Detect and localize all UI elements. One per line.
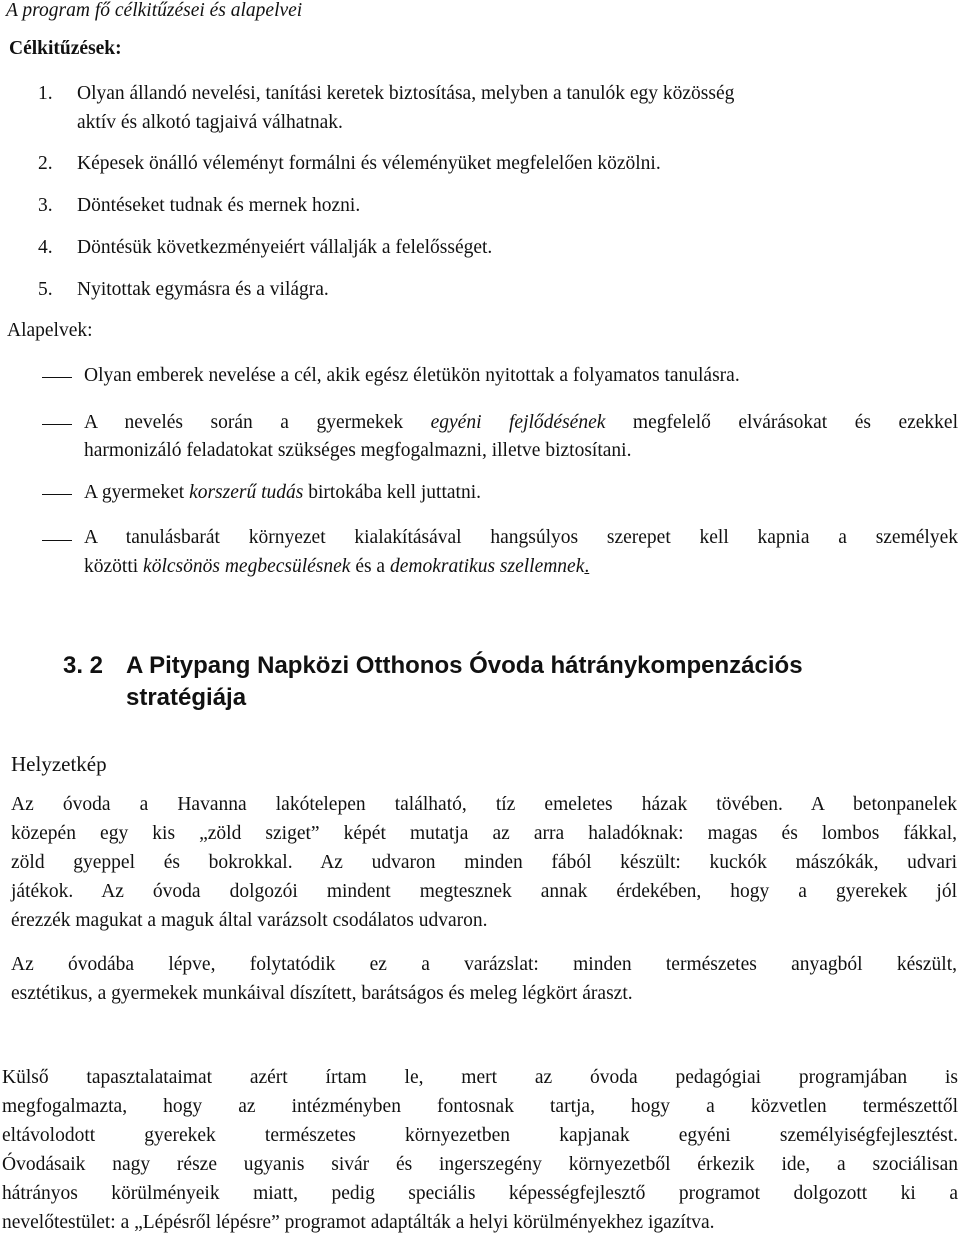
goal-text: aktív és alkotó tagjaivá válhatnak. xyxy=(77,112,343,133)
paragraph-line: közepén egy kis „zöld sziget” képét mutatja az arra haladóknak: magas és lombos fákkal, xyxy=(11,823,957,844)
section-number: 3. 2 xyxy=(63,652,104,679)
dash-bullet xyxy=(42,424,72,425)
goal-number: 5. xyxy=(38,279,53,300)
paragraph-line: eltávolodott gyerekek természetes környezetben kapjanak egyéni személyiségfejlesztést. xyxy=(2,1125,958,1146)
goal-text: Képesek önálló véleményt formálni és véleményüket megfelelően közölni. xyxy=(77,153,661,174)
principles-heading: Alapelvek: xyxy=(7,320,93,341)
paragraph-line: esztétikus, a gyermekek munkáival díszített, barátságos és meleg légkört áraszt. xyxy=(11,983,633,1004)
page-title: A program fő célkitűzései és alapelvei xyxy=(6,0,303,21)
dash-bullet xyxy=(42,494,72,495)
principle-text: Olyan emberek nevelése a cél, akik egész életükön nyitottak a folyamatos tanulásra. xyxy=(84,365,740,386)
paragraph-line: zöld gyeppel és bokrokkal. Az udvaron minden fából készült: kuckók mászókák, udvari xyxy=(11,852,957,873)
goal-number: 3. xyxy=(38,195,53,216)
dash-bullet xyxy=(42,540,72,541)
principle-text: A nevelés során a gyermekek egyéni fejlődésének megfelelő elvárásokat és ezekkel xyxy=(84,412,959,433)
paragraph-line: játékok. Az óvoda dolgozói mindent megtesznek annak érdekében, hogy a gyerekek jól xyxy=(11,881,957,902)
goal-text: Olyan állandó nevelési, tanítási keretek biztosítása, melyben a tanulók egy közösség xyxy=(77,83,735,104)
paragraph-line: hátrányos körülményeik miatt, pedig speciális képességfejlesztő programot dolgozott ki a xyxy=(2,1183,958,1204)
goal-text: Nyitottak egymásra és a világra. xyxy=(77,279,329,300)
section-title: A Pitypang Napközi Otthonos Óvoda hátránykompenzációs xyxy=(126,652,803,679)
goal-number: 1. xyxy=(38,83,53,104)
section-title-continued: stratégiája xyxy=(126,684,247,711)
principle-text: harmonizáló feladatokat szükséges megfogalmazni, illetve biztosítani. xyxy=(84,440,632,461)
goals-heading: Célkitűzések: xyxy=(9,38,122,59)
principle-text: közötti kölcsönös megbecsülésnek és a demokratikus szellemnek. xyxy=(84,556,590,577)
paragraph-line: nevelőtestület: a „Lépésről lépésre” programot adaptálták a helyi körülményekhez igazítva. xyxy=(2,1212,715,1233)
subsection-heading: Helyzetkép xyxy=(11,752,107,776)
goal-text: Döntéseket tudnak és mernek hozni. xyxy=(77,195,361,216)
paragraph-line: Az óvoda a Havanna lakótelepen található, tíz emeletes házak tövében. A betonpanelek xyxy=(11,794,957,815)
principle-text: A gyermeket korszerű tudás birtokába kell juttatni. xyxy=(84,482,481,503)
goal-number: 2. xyxy=(38,153,53,174)
paragraph-line: érezzék magukat a maguk által varázsolt csodálatos udvaron. xyxy=(11,910,488,931)
paragraph-line: Külső tapasztalataimat azért írtam le, mert az óvoda pedagógiai programjában is xyxy=(2,1067,958,1088)
paragraph-line: Az óvodába lépve, folytatódik ez a varázslat: minden természetes anyagból készült, xyxy=(11,954,957,975)
paragraph-line: Óvodásaik nagy része ugyanis sivár és ingerszegény környezetből érkezik ide, a szociálisan xyxy=(2,1154,958,1175)
goal-text: Döntésük következményeiért vállalják a felelősséget. xyxy=(77,237,493,258)
dash-bullet xyxy=(42,377,72,378)
principle-text: A tanulásbarát környezet kialakításával hangsúlyos szerepet kell kapnia a személyek xyxy=(84,527,958,548)
paragraph-line: megfogalmazta, hogy az intézményben fontosnak tartja, hogy a közvetlen természettől xyxy=(2,1096,958,1117)
goal-number: 4. xyxy=(38,237,53,258)
